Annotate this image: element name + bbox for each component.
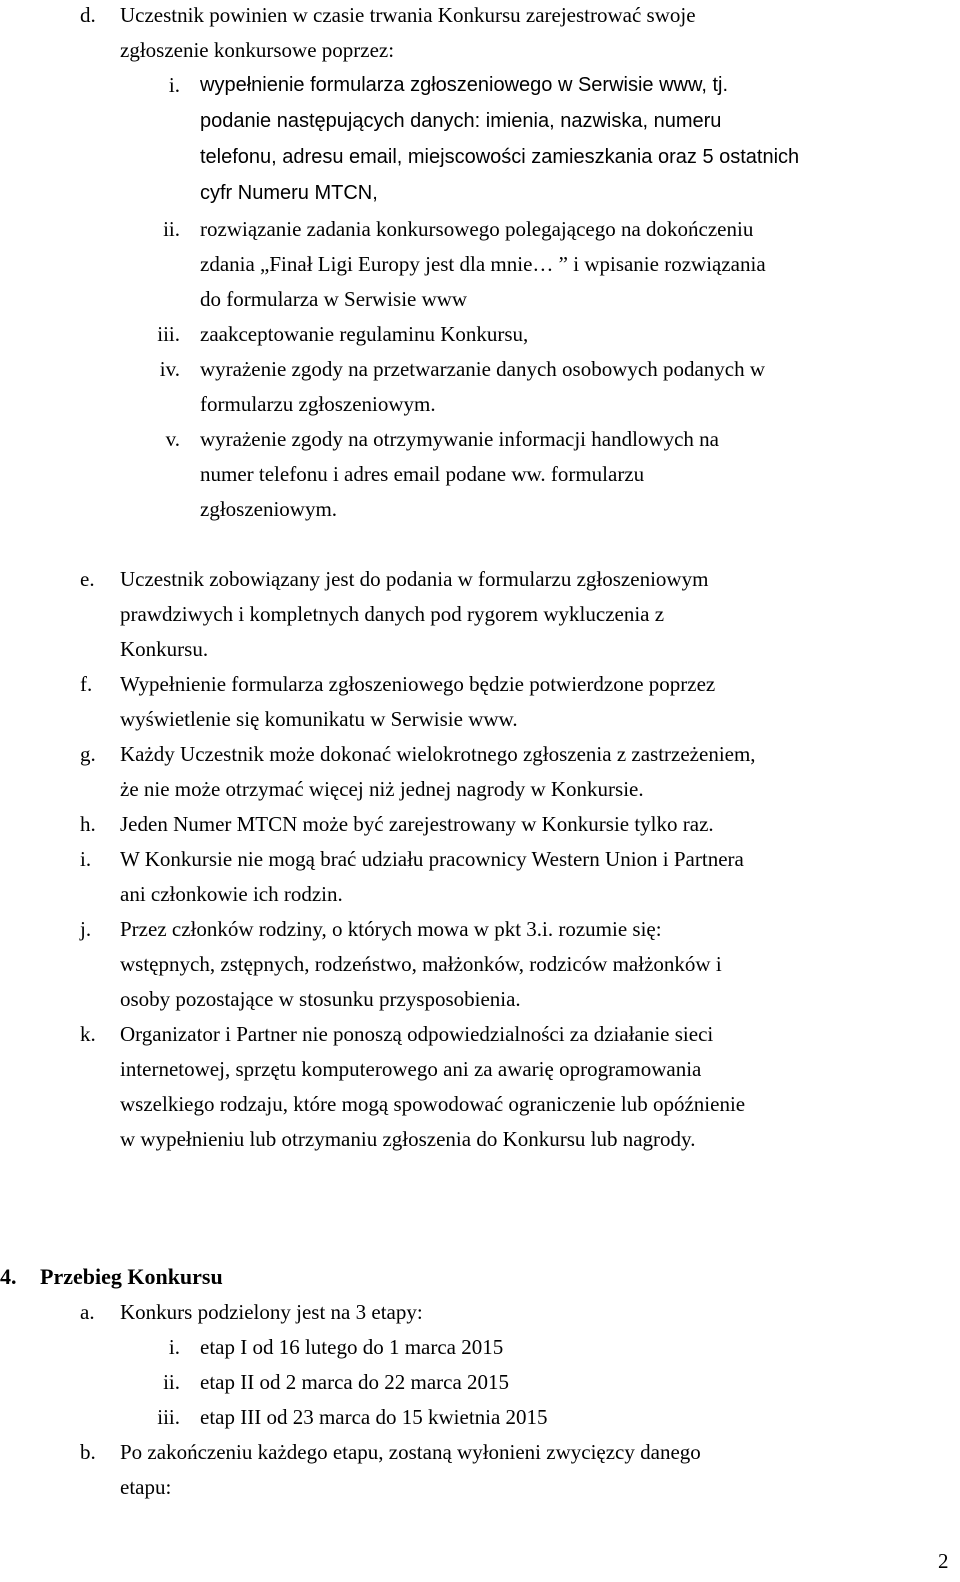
item-d-v-line-3: zgłoszeniowym. xyxy=(200,497,338,521)
item-j-line-2: wstępnych, zstępnych, rodzeństwo, małżonków, rodziców małżonków i xyxy=(120,952,722,976)
page-number: 2 xyxy=(938,1549,949,1573)
stage-3-marker: iii. xyxy=(157,1405,180,1429)
item-d-ii-marker: ii. xyxy=(163,217,180,241)
item-d-line-1: Uczestnik powinien w czasie trwania Konkursu zarejestrować swoje xyxy=(120,3,696,27)
item-d-iv-marker: iv. xyxy=(159,357,180,381)
stage-1-marker: i. xyxy=(168,1335,180,1359)
item-j-marker: j. xyxy=(80,917,92,941)
item-d-i-line-2: podanie następujących danych: imienia, nazwiska, numeru xyxy=(200,110,722,132)
item-f-line-2: wyświetlenie się komunikatu w Serwisie www. xyxy=(120,707,518,731)
item-d-ii-line-2: zdania „Finał Ligi Europy jest dla mnie… ” i wpisanie rozwiązania xyxy=(200,252,766,276)
section-4-title: Przebieg Konkursu xyxy=(40,1264,223,1289)
item-d-v-marker: v. xyxy=(165,427,180,451)
item-e-marker: e. xyxy=(80,567,95,591)
item-g-line-2: że nie może otrzymać więcej niż jednej nagrody w Konkursie. xyxy=(120,777,644,801)
item-k-line-2: internetowej, sprzętu komputerowego ani za awarię oprogramowania xyxy=(120,1057,702,1081)
stage-3-text: etap III od 23 marca do 15 kwietnia 2015 xyxy=(200,1405,548,1429)
section-4-b-line-1: Po zakończeniu każdego etapu, zostaną wyłonieni zwycięzcy danego xyxy=(120,1440,701,1464)
item-d-v-line-2: numer telefonu i adres email podane ww. formularzu xyxy=(200,462,645,486)
section-4-a-marker: a. xyxy=(80,1300,95,1324)
item-d-v-line-1: wyrażenie zgody na otrzymywanie informacji handlowych na xyxy=(200,427,719,451)
item-k-line-3: wszelkiego rodzaju, które mogą spowodować ograniczenie lub opóźnienie xyxy=(120,1092,746,1116)
item-k-line-4: w wypełnieniu lub otrzymaniu zgłoszenia do Konkursu lub nagrody. xyxy=(120,1127,696,1151)
item-j-line-1: Przez członków rodziny, o których mowa w pkt 3.i. rozumie się: xyxy=(120,917,662,941)
item-d-iv-line-2: formularzu zgłoszeniowym. xyxy=(200,392,436,416)
item-i-line-2: ani członkowie ich rodzin. xyxy=(120,882,343,906)
item-d-i-line-4: cyfr Numeru MTCN, xyxy=(200,182,378,204)
item-d-iii-marker: iii. xyxy=(157,322,180,346)
item-e-line-3: Konkursu. xyxy=(120,637,209,661)
item-d-i-line-1: wypełnienie formularza zgłoszeniowego w Serwisie www, tj. xyxy=(200,74,728,96)
item-e-line-1: Uczestnik zobowiązany jest do podania w formularzu zgłoszeniowym xyxy=(120,567,709,591)
item-k-line-1: Organizator i Partner nie ponoszą odpowiedzialności za działanie sieci xyxy=(120,1022,714,1046)
item-d-iv-line-1: wyrażenie zgody na przetwarzanie danych osobowych podanych w xyxy=(200,357,766,381)
section-4-b-line-2: etapu: xyxy=(120,1475,172,1499)
section-4-number: 4. xyxy=(0,1264,17,1289)
item-f-line-1: Wypełnienie formularza zgłoszeniowego będzie potwierdzone poprzez xyxy=(120,672,716,696)
item-d-i-line-3: telefonu, adresu email, miejscowości zamieszkania oraz 5 ostatnich xyxy=(200,146,800,168)
section-4-b-marker: b. xyxy=(80,1440,96,1464)
stage-2-text: etap II od 2 marca do 22 marca 2015 xyxy=(200,1370,510,1394)
item-d-iii-line-1: zaakceptowanie regulaminu Konkursu, xyxy=(200,322,529,346)
item-g-marker: g. xyxy=(80,742,96,766)
item-h-line-1: Jeden Numer MTCN może być zarejestrowany w Konkursie tylko raz. xyxy=(120,812,714,836)
item-f-marker: f. xyxy=(80,672,93,696)
item-i-marker: i. xyxy=(80,847,92,871)
item-d-marker: d. xyxy=(80,3,96,27)
item-j-line-3: osoby pozostające w stosunku przysposobienia. xyxy=(120,987,521,1011)
item-i-line-1: W Konkursie nie mogą brać udziału pracownicy Western Union i Partnera xyxy=(120,847,744,871)
stage-2-marker: ii. xyxy=(163,1370,180,1394)
item-d-ii-line-1: rozwiązanie zadania konkursowego polegającego na dokończeniu xyxy=(200,217,754,241)
item-d-ii-line-3: do formularza w Serwisie www xyxy=(200,287,468,311)
item-k-marker: k. xyxy=(80,1022,96,1046)
stage-1-text: etap I od 16 lutego do 1 marca 2015 xyxy=(200,1335,504,1359)
section-4-a-text: Konkurs podzielony jest na 3 etapy: xyxy=(120,1300,423,1324)
item-e-line-2: prawdziwych i kompletnych danych pod rygorem wykluczenia z xyxy=(120,602,665,626)
item-d-line-2: zgłoszenie konkursowe poprzez: xyxy=(120,38,395,62)
item-g-line-1: Każdy Uczestnik może dokonać wielokrotnego zgłoszenia z zastrzeżeniem, xyxy=(120,742,756,766)
item-d-i-marker: i. xyxy=(168,73,180,97)
item-h-marker: h. xyxy=(80,812,96,836)
